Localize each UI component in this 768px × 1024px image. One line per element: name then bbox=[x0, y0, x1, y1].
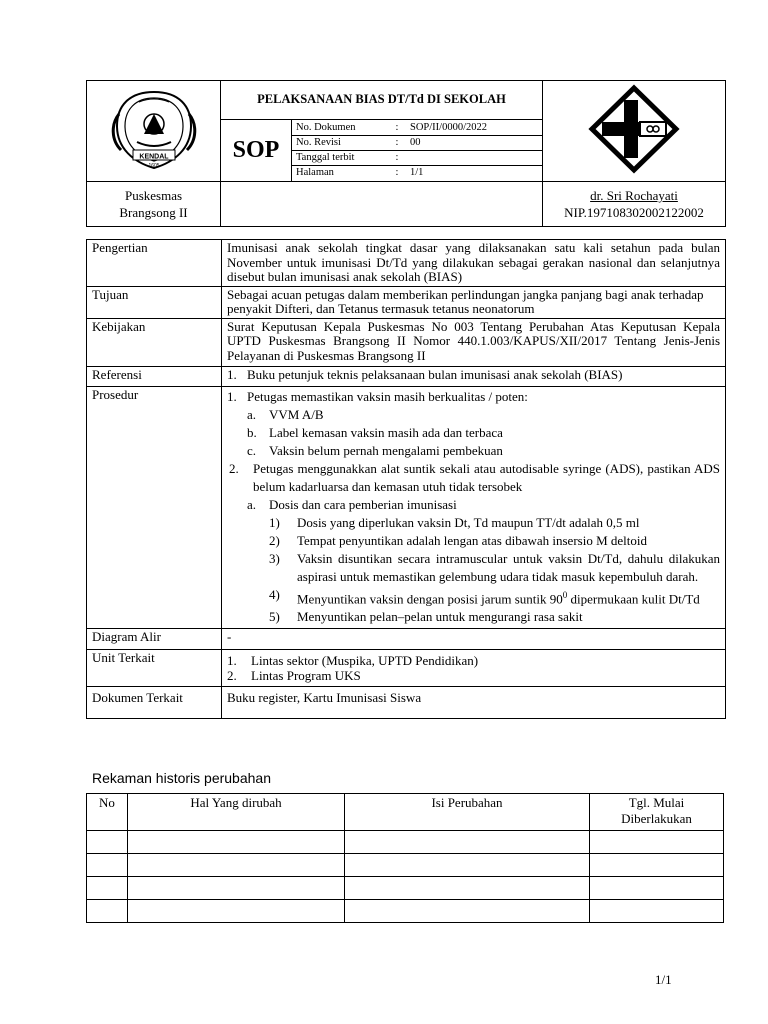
procedure-step-1c: Vaksin belum pernah mengalami pembekuan bbox=[269, 442, 503, 458]
procedure-sub-2: Tempat penyuntikan adalah lengan atas dibawah insersio M deltoid bbox=[297, 532, 647, 548]
emblem-text: KENDAL bbox=[138, 153, 169, 160]
emblem-year: 1605 bbox=[147, 162, 160, 169]
procedure-step-1a: VVM A/B bbox=[269, 406, 324, 422]
meta-page: 1/1 bbox=[410, 167, 424, 179]
meta-key: Tanggal terbit bbox=[292, 150, 388, 165]
meta-key: No. Revisi bbox=[292, 135, 388, 150]
procedure-step-1: Petugas memastikan vaksin masih berkualitas / poten: bbox=[247, 388, 528, 404]
row-unit bbox=[87, 649, 726, 686]
meta-doc-number: SOP/II/0000/2022 bbox=[406, 121, 542, 136]
title-cell bbox=[221, 81, 543, 182]
label-diagram: Diagram Alir bbox=[87, 628, 222, 649]
meta-key: No. Dokumen bbox=[292, 121, 388, 136]
text-unit: 1. Lintas sektor (Muspika, UPTD Pendidikan) 2. Lintas Program UKS bbox=[222, 649, 726, 686]
text-diagram: - bbox=[222, 628, 726, 649]
row-diagram bbox=[87, 628, 726, 649]
col-isi: Isi Perubahan bbox=[345, 794, 590, 831]
empty-cell bbox=[221, 182, 543, 227]
signer-name: dr. Sri Rochayati bbox=[590, 188, 678, 203]
list-number: 1. bbox=[227, 367, 237, 382]
procedure-step-1b: Label kemasan vaksin masih ada dan terbaca bbox=[269, 424, 503, 440]
col-tgl: Tgl. Mulai Diberlakukan bbox=[590, 794, 724, 831]
organization-cell bbox=[87, 182, 221, 227]
history-row bbox=[87, 854, 724, 877]
page-number: 1/1 bbox=[655, 972, 672, 987]
row-kebijakan bbox=[87, 318, 726, 367]
org-unit: Brangsong II bbox=[119, 205, 188, 220]
label-pengertian: Pengertian bbox=[87, 240, 222, 287]
procedure-sub-1: Dosis yang diperlukan vaksin Dt, Td maupun TT/dt adalah 0,5 ml bbox=[297, 514, 640, 530]
history-header-row bbox=[87, 794, 724, 831]
row-pengertian bbox=[87, 240, 726, 287]
meta-issue-date bbox=[406, 150, 542, 165]
meta-key: Halaman bbox=[296, 167, 334, 179]
row-prosedur bbox=[87, 386, 726, 628]
history-table bbox=[86, 793, 724, 923]
left-logo-cell bbox=[87, 81, 221, 182]
procedure-sub-3: Vaksin disuntikan secara intramuscular untuk vaksin Dt/Td, dahulu dilakukan aspirasi untuk memastikan gelembung udara tidak masuk kepembuluh darah. bbox=[297, 550, 720, 584]
label-kebijakan: Kebijakan bbox=[87, 318, 222, 367]
meta-revision: 00 bbox=[406, 135, 542, 150]
signer-cell bbox=[543, 182, 726, 227]
history-title: Rekaman historis perubahan bbox=[92, 770, 271, 786]
kendal-emblem-icon bbox=[99, 84, 209, 174]
label-unit: Unit Terkait bbox=[87, 649, 222, 686]
text-kebijakan: Surat Keputusan Kepala Puskesmas No 003 Tentang Perubahan Atas Keputusan Kepala UPTD Puskesmas Brangsong II Nomor 440.1.003/KAPUS/XII/2017 Tentang Jenis-Jenis Pelayanan di Puskesmas Brangsong II bbox=[222, 318, 726, 367]
sop-content-table bbox=[86, 239, 726, 719]
history-row bbox=[87, 877, 724, 900]
procedure-sub-4: Menyuntikan vaksin dengan posisi jarum suntik $90^0$ dipermukaan kulit Dt/Td bbox=[297, 589, 700, 606]
org-name: Puskesmas bbox=[124, 188, 183, 203]
procedure-sub-5: Menyuntikan pelan–pelan untuk mengurangi rasa sakit bbox=[297, 608, 583, 624]
unit-item-2: Lintas Program UKS bbox=[251, 667, 361, 683]
text-dokumen: Buku register, Kartu Imunisasi Siswa bbox=[222, 686, 726, 718]
right-logo-cell bbox=[543, 81, 726, 182]
col-no: No bbox=[87, 794, 128, 831]
text-prosedur: 1. Petugas memastikan vaksin masih berkualitas / poten: a. VVM A/B b. Label kemasan vaksin masih ada dan terbaca c. Vaksin belum pernah mengalami pembekuan 2. Petugas menggunakkan alat suntik sekali atau autodisable syringe (ADS), pastikan ADS belum kadarluarsa dan kemasan utuh tidak tersobek a. Dosis dan cara pemberian imunisasi 1) Dosis yang diperlukan vaksin Dt, Td maupun TT/dt adalah 0,5 ml 2) Tempat penyuntikan adalah lengan atas dibawah insersio M deltoid 3) Vaksin disuntikan secara intramuscular untuk vaksin Dt/Td, dahulu dilakukan aspirasi untuk memastikan gelembung udara tidak masuk kepembuluh darah. 4) Menyuntikan vaksin dengan posisi jarum suntik $90^0$ dipermukaan kulit Dt/Td 5) Menyuntikan pelan–pelan untuk mengurangi rasa sakit bbox=[222, 386, 726, 628]
row-referensi bbox=[87, 367, 726, 387]
text-referensi bbox=[222, 367, 726, 387]
list-text: Buku petunjuk teknis pelaksanaan bulan imunisasi anak sekolah (BIAS) bbox=[247, 367, 623, 382]
col-hal: Hal Yang dirubah bbox=[128, 794, 345, 831]
document-title: PELAKSANAAN BIAS DT/Td DI SEKOLAH bbox=[221, 81, 542, 119]
history-row bbox=[87, 900, 724, 923]
text-pengertian: Imunisasi anak sekolah tingkat dasar yang dilaksanakan satu kali setahun pada bulan November untuk imunisasi Dt/Td yang dilakukan sebagai gerakan nasional dan selanjutnya disebut bulan imunisasi anak sekolah (BIAS) bbox=[222, 240, 726, 287]
procedure-step-2a: Dosis dan cara pemberian imunisasi bbox=[269, 496, 457, 512]
health-cross-logo-icon bbox=[574, 84, 694, 174]
text-tujuan: Sebagai acuan petugas dalam memberikan perlindungan jangka panjang bagi anak terhadap penyakit Difteri, dan Tetanus termasuk tetanus neonatorum bbox=[222, 286, 726, 318]
row-dokumen bbox=[87, 686, 726, 718]
label-prosedur: Prosedur bbox=[87, 386, 222, 628]
label-tujuan: Tujuan bbox=[87, 286, 222, 318]
sop-label: SOP bbox=[221, 119, 292, 181]
unit-item-1: Lintas sektor (Muspika, UPTD Pendidikan) bbox=[251, 652, 479, 668]
label-referensi: Referensi bbox=[87, 367, 222, 387]
label-dokumen: Dokumen Terkait bbox=[87, 686, 222, 718]
procedure-step-2: Petugas menggunakkan alat suntik sekali atau autodisable syringe (ADS), pastikan ADS belum kadarluarsa dan kemasan utuh tidak tersobek bbox=[253, 460, 720, 494]
signer-nip: NIP.197108302002122002 bbox=[564, 205, 704, 220]
document-meta: No. Dokumen : SOP/II/0000/2022 No. Revisi : 00 Tanggal terbit : Halaman : 1/1 bbox=[292, 121, 542, 180]
history-row bbox=[87, 831, 724, 854]
row-tujuan bbox=[87, 286, 726, 318]
header-table bbox=[86, 80, 726, 227]
